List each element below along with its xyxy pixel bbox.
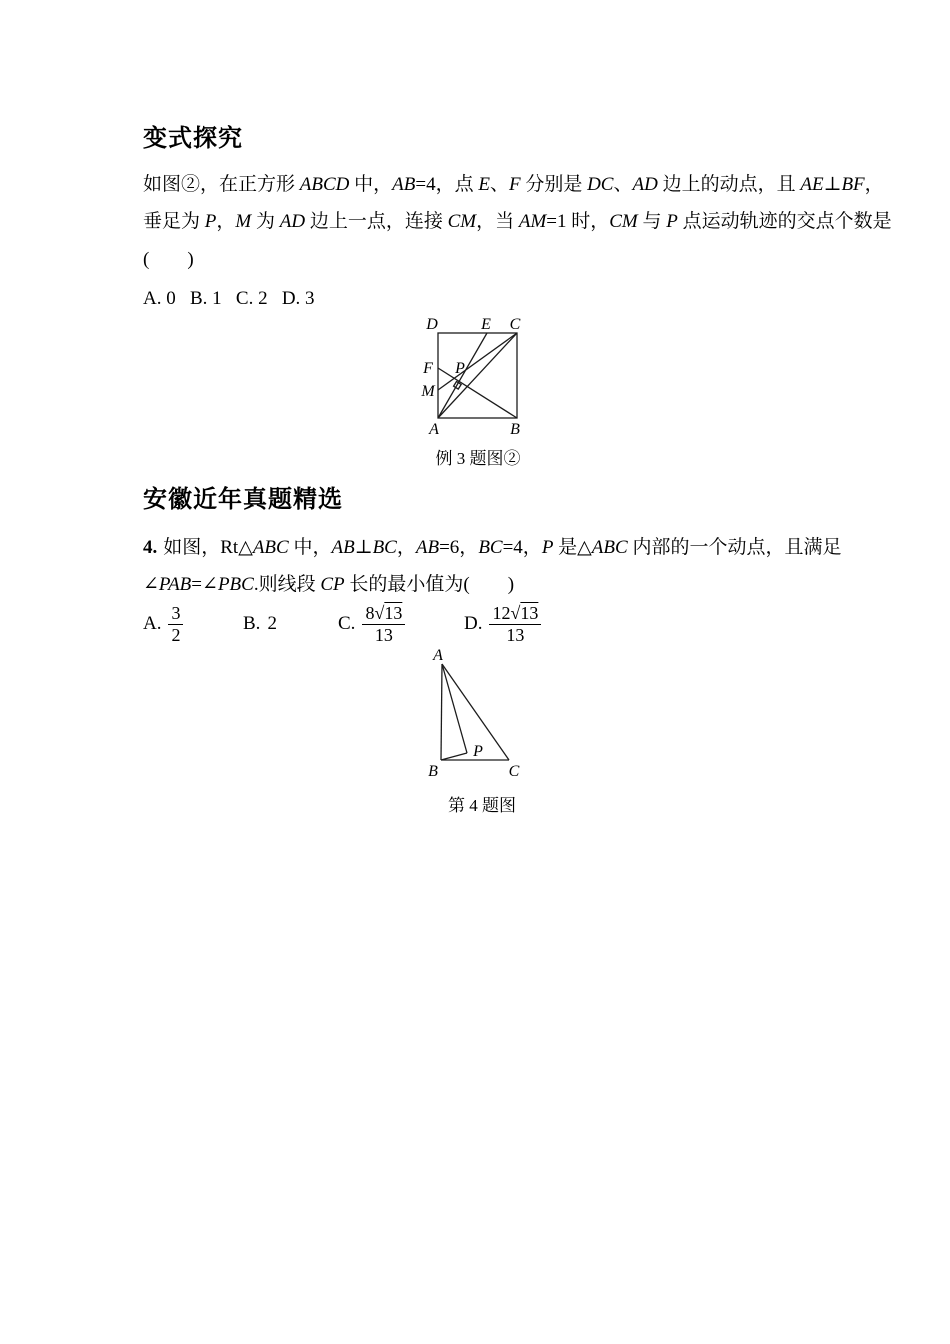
section-heading-variation: 变式探究 <box>143 125 243 152</box>
vertex-label-D: D <box>426 316 438 333</box>
figure1-caption: 例 3 题图② <box>435 449 521 468</box>
choice-d-denominator: 13 <box>506 624 525 645</box>
point-label-P: P <box>473 743 483 760</box>
section-heading-anhui: 安徽近年真题精选 <box>143 486 343 513</box>
radical-sign: √ <box>510 602 521 623</box>
radical-sign: √ <box>374 602 385 623</box>
choice-b <box>243 601 277 647</box>
choice-a-fraction <box>168 604 183 645</box>
problem3-choices: A. 0 B. 1 C. 2 D. 3 <box>143 288 315 309</box>
segment-MC <box>438 333 517 390</box>
figure-square-abcd <box>420 315 535 443</box>
vertex-label-C: C <box>508 763 520 780</box>
figure-triangle-abc <box>420 640 545 785</box>
problem3-answer-blank: ( ) <box>143 249 194 270</box>
choice-c-denominator: 13 <box>374 624 393 645</box>
choice-d-fraction <box>489 604 541 645</box>
choice-c-label: C. <box>338 613 356 634</box>
vertex-label-A: A <box>429 421 439 438</box>
problem3-text-line2: 垂足为 P，M 为 AD 边上一点，连接 CM，当 AM=1 时，CM 与 P 点运动轨迹的交点个数是 <box>143 211 892 232</box>
choice-a-label: A. <box>143 613 162 634</box>
figure2-caption: 第 4 题图 <box>448 796 516 815</box>
segment-AP <box>442 664 467 753</box>
segment-BP <box>441 753 467 760</box>
choice-d-numerator <box>489 604 541 625</box>
choice-c <box>338 601 405 647</box>
choice-a <box>143 601 183 647</box>
point-label-E: E <box>481 316 491 333</box>
choice-d-coefficient: 12 <box>492 602 511 623</box>
choice-a-numerator: 3 <box>168 604 183 625</box>
problem4-text-line2: ∠PAB=∠PBC.则线段 CP 长的最小值为( ) <box>143 574 515 595</box>
point-label-P: P <box>455 360 465 377</box>
choice-d-radicand: 13 <box>520 602 539 623</box>
choice-c-fraction <box>362 604 405 645</box>
vertex-label-C: C <box>509 316 521 333</box>
segment-AB <box>441 664 442 760</box>
vertex-label-A: A <box>433 647 443 664</box>
problem4-line1-text: 如图，Rt△ABC 中，AB⊥BC，AB=6，BC=4，P 是△ABC 内部的一个动点，且满足 <box>163 537 842 558</box>
problem4-number: 4. <box>143 537 158 558</box>
choice-c-radicand: 13 <box>384 602 403 623</box>
point-label-M: M <box>421 383 435 400</box>
vertex-label-B: B <box>510 421 520 438</box>
choice-c-coefficient: 8 <box>365 602 375 623</box>
problem3-text-line1: 如图②，在正方形 ABCD 中，AB=4，点 E、F 分别是 DC、AD 边上的动点，且 AE⊥BF， <box>143 174 884 195</box>
choice-c-numerator <box>362 604 405 625</box>
problem4-text-line1 <box>143 536 842 560</box>
vertex-label-B: B <box>428 763 438 780</box>
choice-b-value: 2 <box>267 613 277 634</box>
choice-d-label: D. <box>464 613 483 634</box>
point-label-F: F <box>423 360 433 377</box>
choice-a-denominator: 2 <box>171 624 181 645</box>
choice-b-label: B. <box>243 613 261 634</box>
